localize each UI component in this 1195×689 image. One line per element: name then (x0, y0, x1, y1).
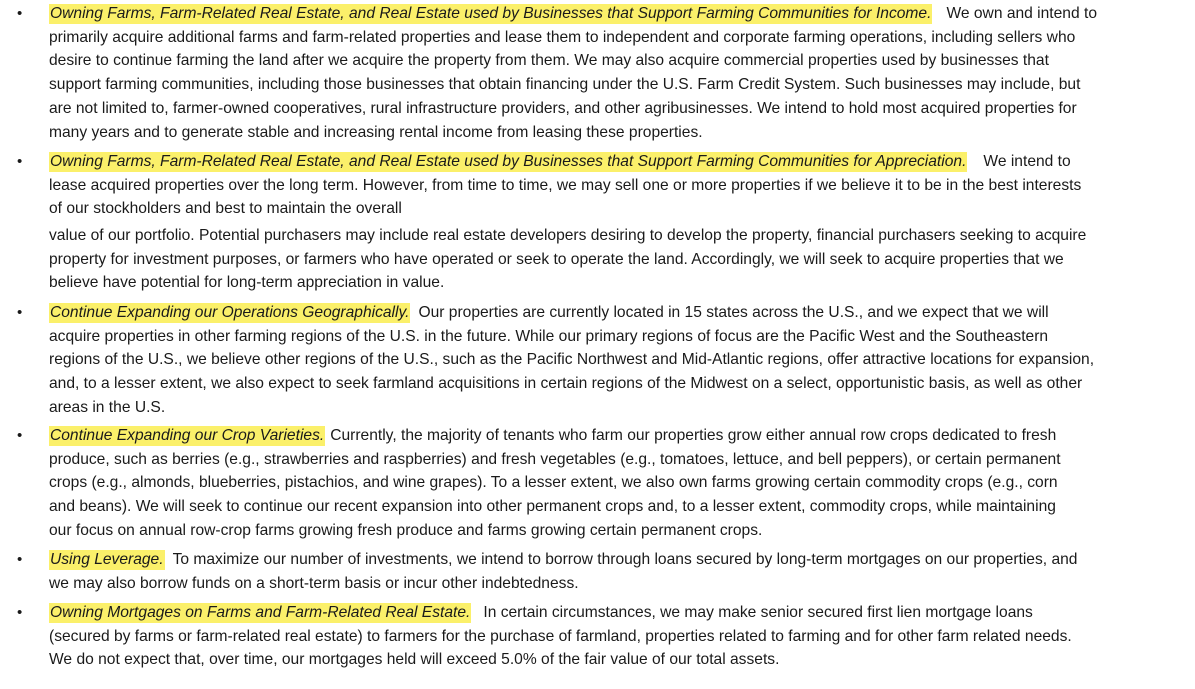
list-item-body: In certain circumstances, we may make senior secured first lien mortgage loans (secured by farms or farm-related real estate) to farmers for the purchase of farmland, properties related to farming and for other farm related needs. We do not expect that, over time, our mortgages held will exceed 5.0% of the fair value of our total assets. (49, 604, 1072, 669)
list-item-body: We intend to lease acquired properties over the long term. However, from time to time, we may sell one or more properties if we believe it to be in the best interests of our stockholders and best to maintain the overall (49, 153, 1082, 218)
list-item-text (49, 601, 1089, 672)
list-item-heading: Continue Expanding our Crop Varieties. (50, 427, 325, 444)
list-item-heading: Continue Expanding our Operations Geographically. (50, 304, 410, 321)
list-item-body: We own and intend to primarily acquire additional farms and farm-related properties and lease them to independent and corporate farming operations, including sellers who desire to continue farming the land after we acquire the property from them. We may also acquire commercial properties used by businesses that support farming communities, including those businesses that obtain financing under the U.S. Farm Credit System. Such businesses may include, but are not limited to, farmer-owned cooperatives, rural infrastructure providers, and other agribusinesses. We intend to hold most acquired properties for many years and to generate stable and increasing rental income from leasing these properties. (49, 5, 1097, 141)
list-item-body: Our properties are currently located in 15 states across the U.S., and we expect that we will acquire properties in other farming regions of the U.S. in the future. While our primary regions of focus are the Pacific West and the Southeastern regions of the U.S., we believe other regions of the U.S., such as the Pacific Northwest and Mid-Atlantic regions, offer attractive locations for expansion, and, to a lesser extent, we also expect to seek farmland acquisitions in certain regions of the Midwest on a select, opportunistic basis, as well as other areas in the U.S. (49, 304, 1095, 416)
list-item-text (49, 548, 1099, 595)
bullet-marker: • (17, 427, 23, 444)
list-item-heading: Owning Farms, Farm-Related Real Estate, and Real Estate used by Businesses that Support Farming Communities for Income. (50, 5, 932, 22)
list-item-text (49, 2, 1099, 144)
list-item-heading: Using Leverage. (50, 551, 164, 568)
bullet-marker: • (17, 153, 23, 170)
list-item-body: To maximize our number of investments, we intend to borrow through loans secured by long-term mortgages on our properties, and we may also borrow funds on a short-term basis or incur other indebtedness. (49, 551, 1078, 592)
bullet-marker: • (17, 604, 23, 621)
list-item-text (49, 150, 1089, 221)
bullet-marker: • (17, 5, 23, 22)
bullet-marker: • (17, 551, 23, 568)
list-item-heading: Owning Farms, Farm-Related Real Estate, and Real Estate used by Businesses that Support Farming Communities for Appreciation. (50, 153, 967, 170)
list-item-body: Currently, the majority of tenants who farm our properties grow either annual row crops dedicated to fresh produce, such as berries (e.g., strawberries and raspberries) and fresh vegetables (e.g., tomatoes, lettuce, and bell peppers), or certain permanent crops (e.g., almonds, blueberries, pistachios, and wine grapes). To a lesser extent, we also own farms growing certain commodity crops (e.g., corn and beans). We will seek to continue our recent expansion into other permanent crops and, to a lesser extent, commodity crops, while maintaining our focus on annual row-crop farms growing fresh produce and farms growing certain permanent crops. (49, 427, 1061, 539)
list-item-text (49, 301, 1099, 420)
list-item-heading: Owning Mortgages on Farms and Farm-Related Real Estate. (50, 604, 471, 621)
list-item-text (49, 424, 1079, 543)
bullet-marker: • (17, 304, 23, 321)
list-item-continuation: value of our portfolio. Potential purchasers may include real estate developers desiring to develop the property, financial purchasers seeking to acquire property for investment purposes, or farmers who have operated or seek to operate the land. Accordingly, we will seek to acquire properties that we believe have potential for long-term appreciation in value. (49, 227, 1087, 292)
